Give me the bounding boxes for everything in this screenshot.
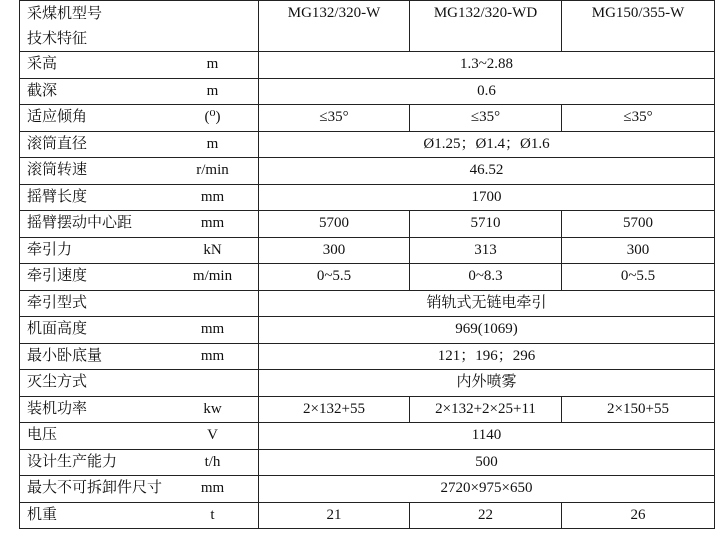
row-unit: mm [200,347,225,364]
row-shared-value: Ø1.25；Ø1.4；Ø1.6 [259,131,715,158]
header-model-1 [259,1,410,52]
row-shared-value: 46.52 [259,158,715,185]
row-label-cell [20,317,259,344]
table-row [20,211,715,238]
row-unit: t [210,506,215,523]
row-shared-value: 1700 [259,184,715,211]
header-model-3 [562,1,715,52]
row-value-model-1: 5700 [259,211,410,238]
row-value-model-2: 0~8.3 [410,264,562,291]
row-unit: V [207,427,218,443]
row-value-model-2: 313 [410,237,562,264]
row-shared-value: 销轨式无链电牵引 [259,290,715,317]
row-value-model-1: 0~5.5 [259,264,410,291]
row-unit: kw [203,400,222,417]
row-value-model-2: 5710 [410,211,562,238]
row-shared-value: 1.3~2.88 [259,52,715,79]
table-row [20,105,715,132]
row-label-cell [20,370,259,397]
row-label-cell [20,78,259,105]
table-row [20,370,715,397]
header-label-model: 采煤机型号 [27,6,103,22]
row-label: 最大不可拆卸件尺寸 [27,480,163,496]
row-value-model-1: 21 [259,502,410,529]
row-shared-value: 1140 [259,423,715,450]
row-label: 牵引力 [27,241,73,258]
row-label-cell [20,237,259,264]
row-value-model-2: ≤35° [410,105,562,132]
table-row [20,264,715,291]
table-row [20,237,715,264]
row-unit: m [206,135,219,152]
row-label-cell [20,52,259,79]
table-row [20,158,715,185]
row-value-model-1: 2×132+55 [259,396,410,423]
model-name: MG150/355-W [591,5,685,21]
row-label-cell [20,290,259,317]
table-row [20,449,715,476]
row-label: 摇臂摆动中心距 [27,215,133,231]
row-label-cell [20,502,259,529]
row-label-cell [20,343,259,370]
row-value-model-3: ≤35° [562,105,715,132]
row-shared-value: 2720×975×650 [259,476,715,503]
row-shared-value: 969(1069) [259,317,715,344]
table-row [20,52,715,79]
table-row [20,502,715,529]
row-label: 灭尘方式 [27,374,88,390]
row-unit: mm [200,480,225,496]
row-label-cell [20,105,259,132]
row-unit: mm [200,321,225,337]
model-name: MG132/320-W [287,5,381,21]
row-label: 机重 [27,506,58,523]
header-label-cell [20,1,259,52]
header-row [20,1,715,52]
model-name: MG132/320-WD [433,5,538,21]
row-value-model-1: 300 [259,237,410,264]
row-label: 采高 [27,56,58,72]
row-label: 牵引型式 [27,294,88,311]
row-label-cell [20,264,259,291]
row-label-cell [20,449,259,476]
row-label-cell [20,184,259,211]
row-label: 电压 [27,427,58,443]
row-unit: mm [200,215,225,231]
row-value-model-2: 2×132+2×25+11 [410,396,562,423]
row-unit: m/min [192,268,233,284]
row-label-cell [20,423,259,450]
row-value-model-3: 2×150+55 [562,396,715,423]
row-label: 装机功率 [27,400,88,417]
row-value-model-3: 0~5.5 [562,264,715,291]
row-shared-value: 内外喷雾 [259,370,715,397]
row-value-model-2: 22 [410,502,562,529]
table-row [20,131,715,158]
row-label: 截深 [27,82,58,99]
row-value-model-3: 26 [562,502,715,529]
row-label: 最小卧底量 [27,347,103,364]
table-row [20,78,715,105]
row-value-model-1: ≤35° [259,105,410,132]
row-label: 摇臂长度 [27,188,88,205]
row-label-cell [20,158,259,185]
row-label: 适应倾角 [27,109,88,125]
row-shared-value: 121；196；296 [259,343,715,370]
row-unit: t/h [204,453,221,470]
row-shared-value: 500 [259,449,715,476]
table-row [20,396,715,423]
row-label: 设计生产能力 [27,453,118,470]
header-label-features: 技术特征 [27,31,88,47]
row-label: 滚筒转速 [27,162,88,178]
row-label: 牵引速度 [27,268,88,284]
row-shared-value: 0.6 [259,78,715,105]
table-row [20,290,715,317]
row-unit: kN [203,241,222,258]
table-row [20,343,715,370]
row-label: 滚筒直径 [27,135,88,152]
row-label-cell [20,396,259,423]
table-row [20,476,715,503]
row-label: 机面高度 [27,321,88,337]
row-label-cell [20,476,259,503]
row-unit: m [206,82,219,99]
table-row [20,184,715,211]
spec-table [19,0,715,529]
row-unit: m [206,56,219,72]
row-label-cell [20,211,259,238]
row-value-model-3: 300 [562,237,715,264]
row-unit: mm [200,188,225,205]
row-value-model-3: 5700 [562,211,715,238]
row-label-cell [20,131,259,158]
table-row [20,423,715,450]
spec-table-body [20,1,715,529]
table-row [20,317,715,344]
header-model-2 [410,1,562,52]
row-unit: r/min [196,162,229,178]
row-unit: (⁰) [204,109,221,125]
